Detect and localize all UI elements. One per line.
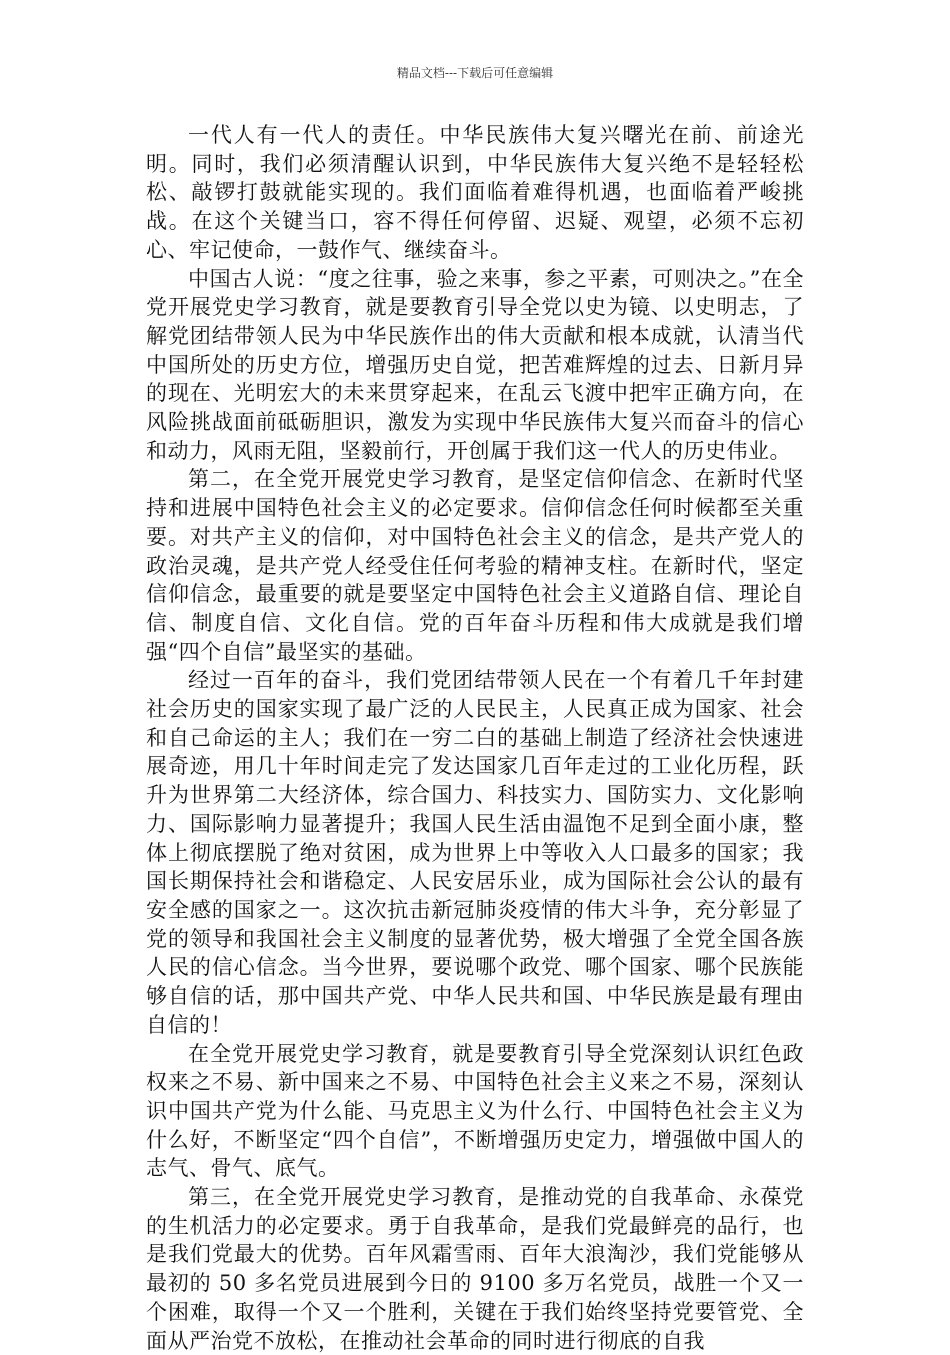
paragraph-6: 第三，在全党开展党史学习教育，是推动党的自我革命、永葆党的生机活力的必定要求。勇于自我革命，是我们党最鲜亮的品行，也是我们党最大的优势。百年风霜雪雨、百年大浪淘沙，我们党能够从最初的 50 多名党员进展到今日的 9100 多万名党员，战胜一个又一个困难，取得一个又一个胜利，关键在于我们始终坚持党要管党、全面从严治党不放松，在推动社会革命的同时进行彻底的自我	[146, 1185, 804, 1353]
paragraph-1: 一代人有一代人的责任。中华民族伟大复兴曙光在前、前途光明。同时，我们必须清醒认识到，中华民族伟大复兴绝不是轻轻松松、敲锣打鼓就能实现的。我们面临着难得机遇，也面临着严峻挑战。在这个关键当口，容不得任何停留、迟疑、观望，必须不忘初心、牢记使命，一鼓作气、继续奋斗。	[146, 123, 804, 262]
page-header: 精品文档---下载后可任意编辑	[396, 66, 554, 80]
paragraph-2: 中国古人说：“度之往事，验之来事，参之平素，可则决之。”在全党开展党史学习教育，就是要教育引导全党以史为镜、以史明志，了解党团结带领人民为中华民族作出的伟大贡献和根本成就，认清当代中国所处的历史方位，增强历史自觉，把苦难辉煌的过去、日新月异的现在、光明宏大的未来贯穿起来，在乱云飞渡中把牢正确方向，在风险挑战面前砥砺胆识，激发为实现中华民族伟大复兴而奋斗的信心和动力，风雨无阻，坚毅前行，开创属于我们这一代人的历史伟业。	[146, 266, 804, 463]
document-body	[146, 121, 804, 1355]
paragraph-5: 在全党开展党史学习教育，就是要教育引导全党深刻认识红色政权来之不易、新中国来之不易、中国特色社会主义来之不易，深刻认识中国共产党为什么能、马克思主义为什么行、中国特色社会主义为什么好，不断坚定“四个自信”，不断增强历史定力，增强做中国人的志气、骨气、底气。	[146, 1041, 804, 1181]
paragraph-4: 经过一百年的奋斗，我们党团结带领人民在一个有着几千年封建社会历史的国家实现了最广泛的人民民主，人民真正成为国家、社会和自己命运的主人；我们在一穷二白的基础上制造了经济社会快速进展奇迹，用几十年时间走完了发达国家几百年走过的工业化历程，跃升为世界第二大经济体，综合国力、科技实力、国防实力、文化影响力、国际影响力显著提升；我国人民生活由温饱不足到全面小康，整体上彻底摆脱了绝对贫困，成为世界上中等收入人口最多的国家；我国长期保持社会和谐稳定、人民安居乐业，成为国际社会公认的最有安全感的国家之一。这次抗击新冠肺炎疫情的伟大斗争，充分彰显了党的领导和我国社会主义制度的显著优势，极大增强了全党全国各族人民的信心信念。当今世界，要说哪个政党、哪个国家、哪个民族能够自信的话，那中国共产党、中华人民共和国、中华民族是最有理由自信的！	[146, 668, 804, 1037]
paragraph-3: 第二，在全党开展党史学习教育，是坚定信仰信念、在新时代坚持和进展中国特色社会主义的必定要求。信仰信念任何时候都至关重要。对共产主义的信仰，对中国特色社会主义的信念，是共产党人的政治灵魂，是共产党人经受住任何考验的精神支柱。在新时代，坚定信仰信念，最重要的就是要坚定中国特色社会主义道路自信、理论自信、制度自信、文化自信。党的百年奋斗历程和伟大成就是我们增强“四个自信”最坚实的基础。	[146, 467, 804, 664]
